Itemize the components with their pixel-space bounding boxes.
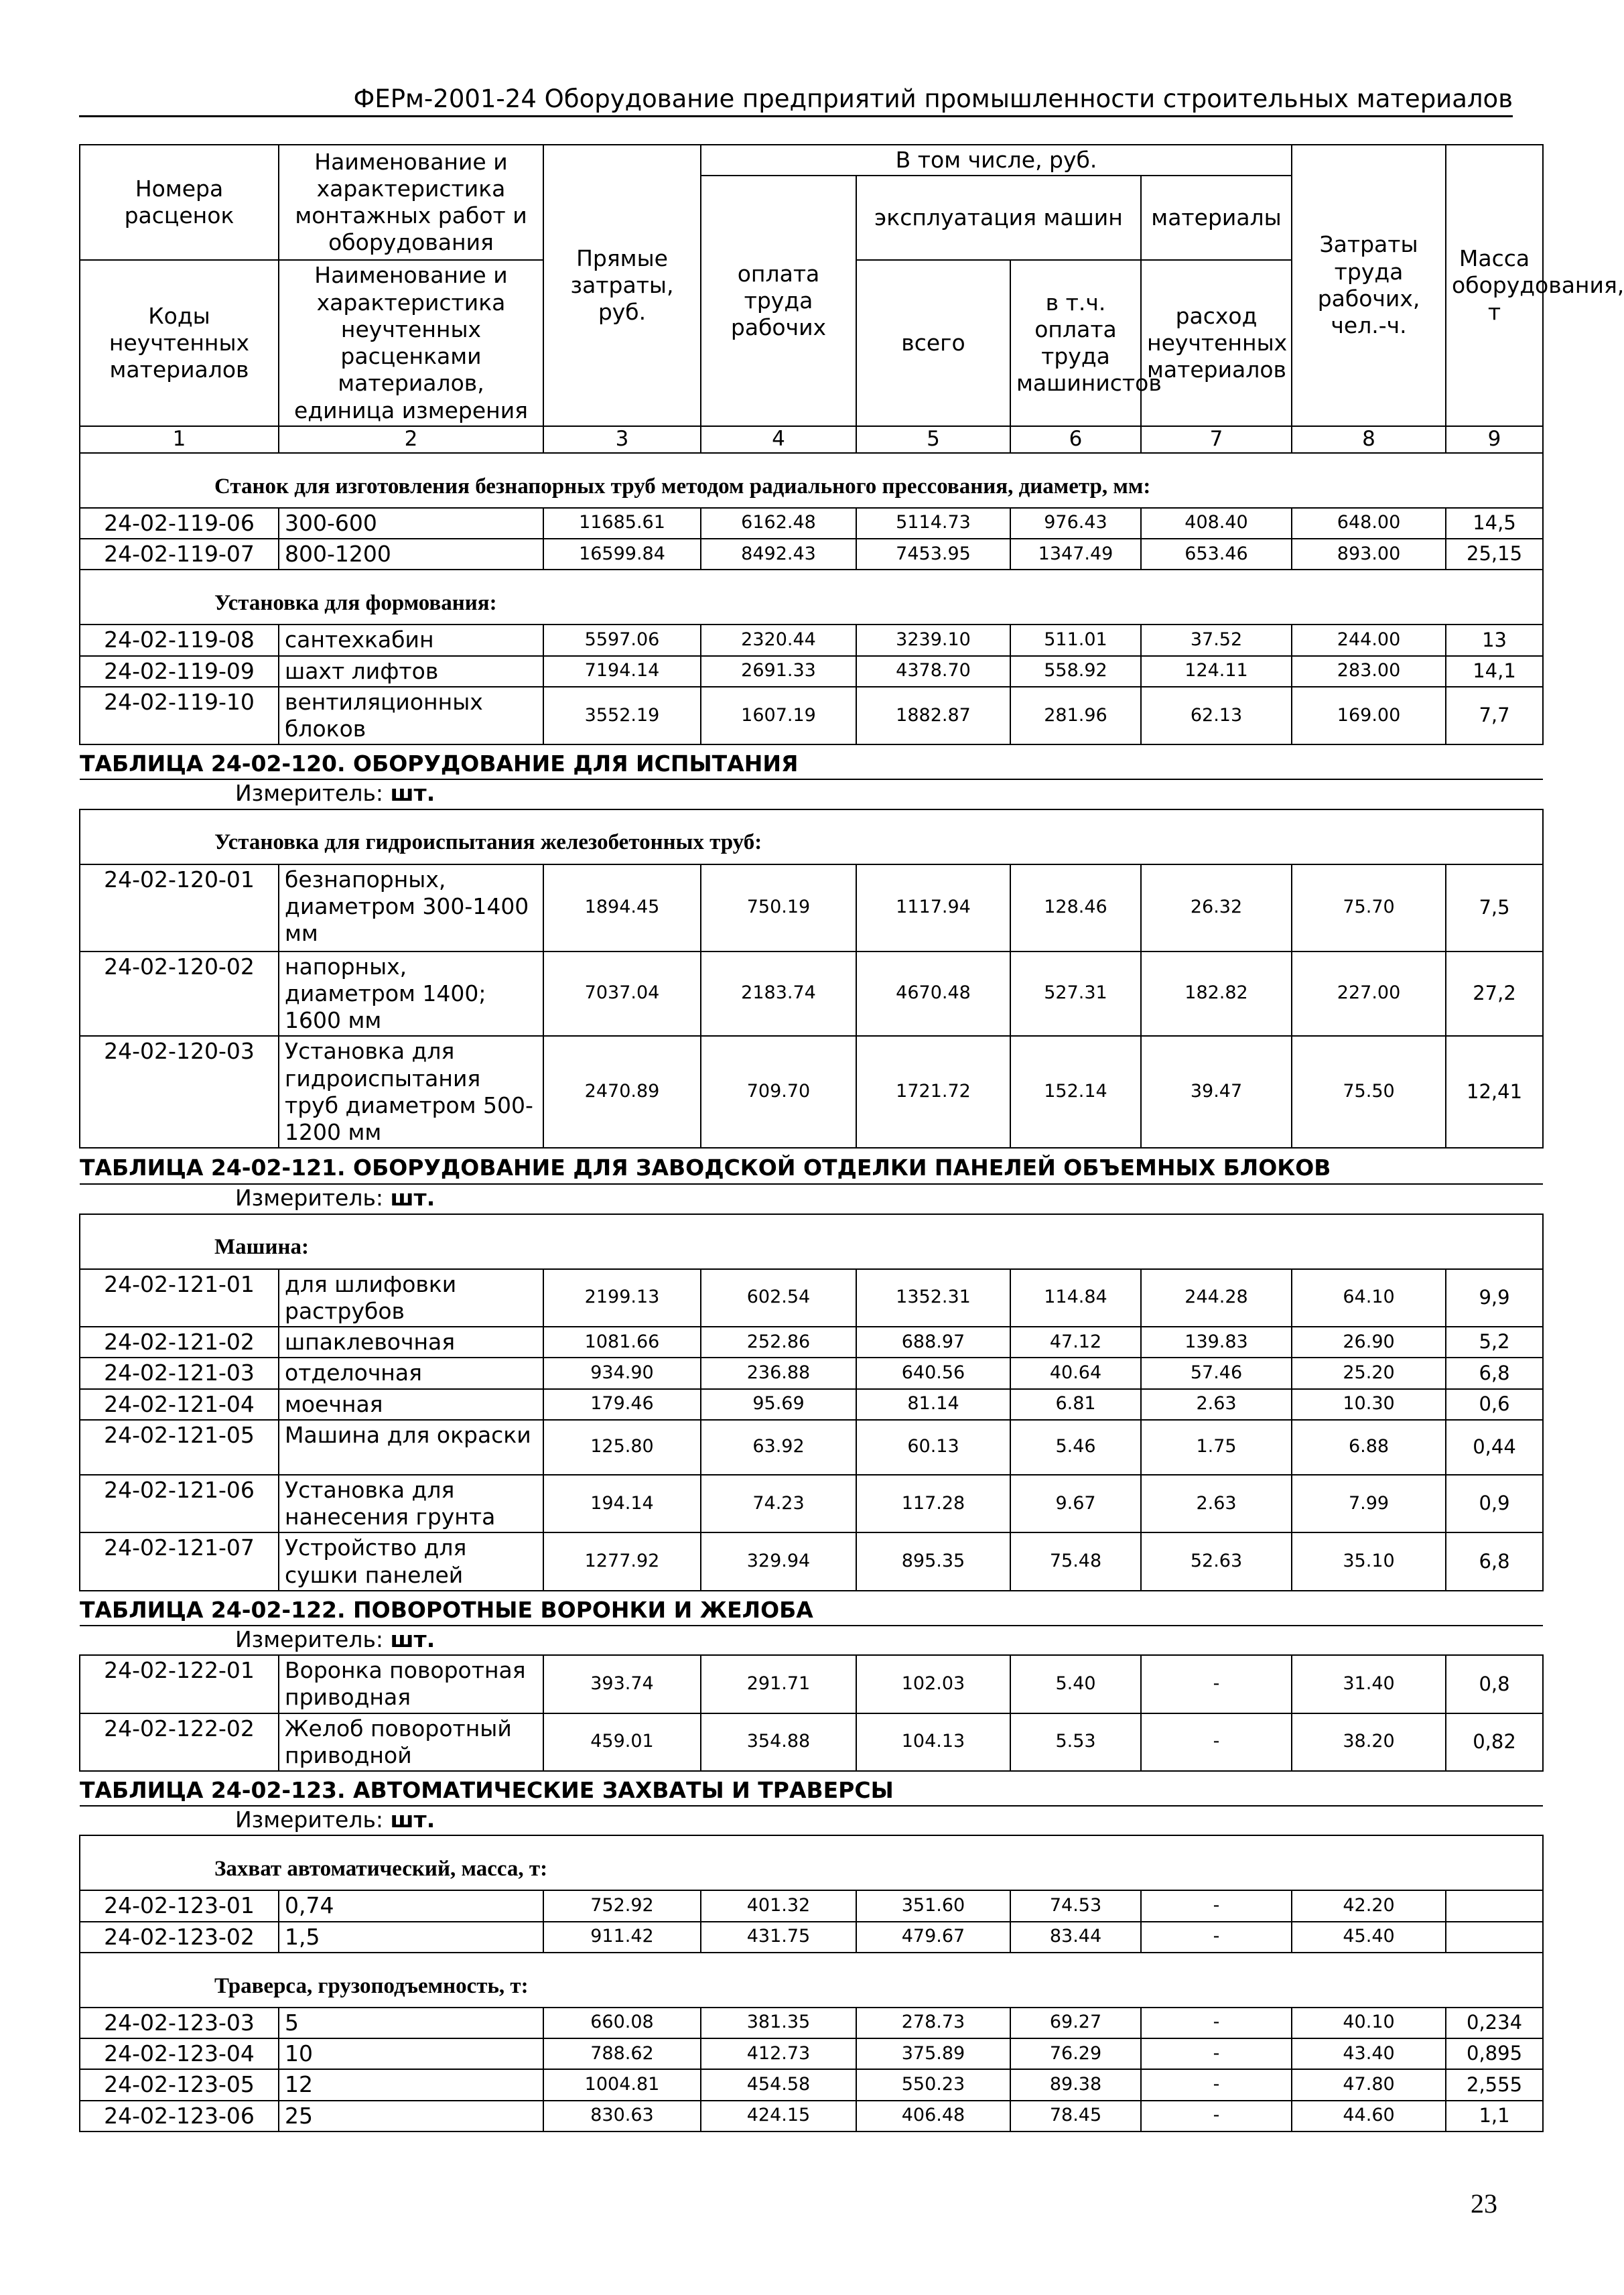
direct-costs-value: 788.62 bbox=[543, 2038, 701, 2069]
machines-wages-value: 74.53 bbox=[1010, 1890, 1141, 1921]
work-name: 12 bbox=[279, 2069, 543, 2100]
machines-total-value: 550.23 bbox=[856, 2069, 1010, 2100]
rate-code: 24-02-123-01 bbox=[80, 1890, 279, 1921]
section-row bbox=[80, 453, 1543, 508]
mass-value: 6,8 bbox=[1446, 1532, 1543, 1591]
materials-value: - bbox=[1141, 1713, 1292, 1772]
direct-costs-value: 660.08 bbox=[543, 2008, 701, 2038]
labor-header: Затраты труда рабочих, чел.-ч. bbox=[1292, 145, 1446, 426]
rate-code: 24-02-119-08 bbox=[80, 625, 279, 655]
measure-row bbox=[80, 779, 1543, 809]
materials-value: 139.83 bbox=[1141, 1327, 1292, 1358]
table-row bbox=[80, 656, 1543, 687]
measure-unit: шт. bbox=[390, 1807, 435, 1833]
work-name: Желоб поворотный приводной bbox=[279, 1713, 543, 1772]
work-name: Воронка поворотная приводная bbox=[279, 1655, 543, 1713]
machines-wages-value: 1347.49 bbox=[1010, 539, 1141, 570]
measure-unit: шт. bbox=[390, 1185, 435, 1211]
labor-value: 47.80 bbox=[1292, 2069, 1446, 2100]
materials-codes-header: Коды неучтенных материалов bbox=[80, 260, 279, 426]
materials-value: 2.63 bbox=[1141, 1475, 1292, 1533]
direct-costs-value: 1004.81 bbox=[543, 2069, 701, 2100]
rate-code: 24-02-121-04 bbox=[80, 1389, 279, 1420]
labor-value: 31.40 bbox=[1292, 1655, 1446, 1713]
machines-wages-value: 5.46 bbox=[1010, 1420, 1141, 1475]
mass-value bbox=[1446, 1890, 1543, 1921]
table-row bbox=[80, 1890, 1543, 1921]
table-title-row bbox=[80, 1771, 1543, 1806]
machines-total-value: 479.67 bbox=[856, 1922, 1010, 1953]
rate-code: 24-02-123-04 bbox=[80, 2038, 279, 2069]
wages-header: оплата труда рабочих bbox=[701, 176, 856, 426]
materials-value: 62.13 bbox=[1141, 687, 1292, 745]
rate-code: 24-02-121-07 bbox=[80, 1532, 279, 1591]
work-name: безнапорных, диаметром 300-1400 мм bbox=[279, 864, 543, 952]
mass-value: 7,5 bbox=[1446, 864, 1543, 952]
name-header: Наименование и характеристика монтажных работ и оборудования bbox=[279, 145, 543, 260]
machines-wages-value: 114.84 bbox=[1010, 1269, 1141, 1327]
machines-header: эксплуатация машин bbox=[856, 176, 1141, 260]
materials-value: 57.46 bbox=[1141, 1358, 1292, 1388]
work-name: шпаклевочная bbox=[279, 1327, 543, 1358]
materials-value: 124.11 bbox=[1141, 656, 1292, 687]
materials-sub-header: расход неучтенных материалов bbox=[1141, 260, 1292, 426]
work-name: 10 bbox=[279, 2038, 543, 2069]
wages-value: 8492.43 bbox=[701, 539, 856, 570]
labor-value: 35.10 bbox=[1292, 1532, 1446, 1591]
labor-value: 44.60 bbox=[1292, 2101, 1446, 2132]
materials-value: - bbox=[1141, 2069, 1292, 2100]
machines-wages-value: 69.27 bbox=[1010, 2008, 1141, 2038]
rate-code: 24-02-121-02 bbox=[80, 1327, 279, 1358]
rate-code: 24-02-121-06 bbox=[80, 1475, 279, 1533]
work-name: шахт лифтов bbox=[279, 656, 543, 687]
measure-label: Измеритель: bbox=[235, 1807, 384, 1833]
running-header: ФЕРм-2001-24 Оборудование предприятий промышленности строительных материалов bbox=[353, 84, 1513, 113]
including-header: В том числе, руб. bbox=[701, 145, 1292, 176]
wages-value: 2691.33 bbox=[701, 656, 856, 687]
materials-header: материалы bbox=[1141, 176, 1292, 260]
measure-row bbox=[80, 1806, 1543, 1835]
labor-value: 26.90 bbox=[1292, 1327, 1446, 1358]
measure-line bbox=[80, 1806, 1543, 1835]
wages-value: 6162.48 bbox=[701, 508, 856, 539]
labor-value: 38.20 bbox=[1292, 1713, 1446, 1772]
rate-code: 24-02-122-02 bbox=[80, 1713, 279, 1772]
mass-value: 0,82 bbox=[1446, 1713, 1543, 1772]
section-heading: Траверса, грузоподъемность, т: bbox=[80, 1953, 1543, 2008]
table-row bbox=[80, 1922, 1543, 1953]
mass-value: 9,9 bbox=[1446, 1269, 1543, 1327]
machines-wages-value: 47.12 bbox=[1010, 1327, 1141, 1358]
materials-value: 26.32 bbox=[1141, 864, 1292, 952]
table-row bbox=[80, 2038, 1543, 2069]
machines-total-value: 1117.94 bbox=[856, 864, 1010, 952]
mass-value: 1,1 bbox=[1446, 2101, 1543, 2132]
materials-value: 52.63 bbox=[1141, 1532, 1292, 1591]
materials-value: - bbox=[1141, 1890, 1292, 1921]
wages-value: 236.88 bbox=[701, 1358, 856, 1388]
column-number: 8 bbox=[1292, 426, 1446, 453]
machines-total-value: 5114.73 bbox=[856, 508, 1010, 539]
measure-line bbox=[80, 779, 1543, 809]
mass-value: 0,9 bbox=[1446, 1475, 1543, 1533]
section-heading: Машина: bbox=[80, 1214, 1543, 1269]
direct-costs-value: 2199.13 bbox=[543, 1269, 701, 1327]
direct-costs-value: 393.74 bbox=[543, 1655, 701, 1713]
measure-row bbox=[80, 1626, 1543, 1655]
materials-value: 182.82 bbox=[1141, 952, 1292, 1037]
materials-value: 39.47 bbox=[1141, 1036, 1292, 1148]
materials-value: - bbox=[1141, 1655, 1292, 1713]
materials-value: 2.63 bbox=[1141, 1389, 1292, 1420]
table-row bbox=[80, 1358, 1543, 1388]
column-number: 2 bbox=[279, 426, 543, 453]
rate-code: 24-02-119-09 bbox=[80, 656, 279, 687]
machines-wages-value: 76.29 bbox=[1010, 2038, 1141, 2069]
machines-wages-header: в т.ч. оплата труда машинистов bbox=[1010, 260, 1141, 426]
direct-costs-value: 3552.19 bbox=[543, 687, 701, 745]
materials-value: 1.75 bbox=[1141, 1420, 1292, 1475]
measure-line bbox=[80, 1184, 1543, 1214]
labor-value: 64.10 bbox=[1292, 1269, 1446, 1327]
materials-value: 37.52 bbox=[1141, 625, 1292, 655]
section-row bbox=[80, 1835, 1543, 1890]
rate-code: 24-02-120-01 bbox=[80, 864, 279, 952]
direct-costs-value: 2470.89 bbox=[543, 1036, 701, 1148]
table-title: ТАБЛИЦА 24-02-121. ОБОРУДОВАНИЕ ДЛЯ ЗАВОДСКОЙ ОТДЕЛКИ ПАНЕЛЕЙ ОБЪЕМНЫХ БЛОКОВ bbox=[80, 1148, 1543, 1184]
header-rule bbox=[79, 115, 1513, 117]
mass-value: 27,2 bbox=[1446, 952, 1543, 1037]
machines-total-value: 688.97 bbox=[856, 1327, 1010, 1358]
machines-total-value: 375.89 bbox=[856, 2038, 1010, 2069]
machines-wages-value: 78.45 bbox=[1010, 2101, 1141, 2132]
section-heading: Станок для изготовления безнапорных труб методом радиального прессования, диаметр, мм: bbox=[80, 453, 1543, 508]
work-name: для шлифовки раструбов bbox=[279, 1269, 543, 1327]
section-row bbox=[80, 1214, 1543, 1269]
wages-value: 424.15 bbox=[701, 2101, 856, 2132]
mass-value: 0,6 bbox=[1446, 1389, 1543, 1420]
table-title: ТАБЛИЦА 24-02-123. АВТОМАТИЧЕСКИЕ ЗАХВАТЫ И ТРАВЕРСЫ bbox=[80, 1771, 1543, 1806]
machines-wages-value: 89.38 bbox=[1010, 2069, 1141, 2100]
work-name: 25 bbox=[279, 2101, 543, 2132]
materials-value: - bbox=[1141, 2038, 1292, 2069]
table-row bbox=[80, 1327, 1543, 1358]
direct-costs-value: 7037.04 bbox=[543, 952, 701, 1037]
labor-value: 7.99 bbox=[1292, 1475, 1446, 1533]
direct-costs-value: 179.46 bbox=[543, 1389, 701, 1420]
direct-costs-value: 11685.61 bbox=[543, 508, 701, 539]
rate-code: 24-02-120-02 bbox=[80, 952, 279, 1037]
mass-value: 6,8 bbox=[1446, 1358, 1543, 1388]
wages-value: 291.71 bbox=[701, 1655, 856, 1713]
direct-costs-value: 1081.66 bbox=[543, 1327, 701, 1358]
labor-value: 648.00 bbox=[1292, 508, 1446, 539]
machines-total-value: 81.14 bbox=[856, 1389, 1010, 1420]
work-name: Установка для нанесения грунта bbox=[279, 1475, 543, 1533]
direct-costs-value: 194.14 bbox=[543, 1475, 701, 1533]
work-name: Машина для окраски bbox=[279, 1420, 543, 1475]
labor-value: 40.10 bbox=[1292, 2008, 1446, 2038]
table-row bbox=[80, 1269, 1543, 1327]
wages-value: 252.86 bbox=[701, 1327, 856, 1358]
table-row bbox=[80, 1420, 1543, 1475]
work-name: 300-600 bbox=[279, 508, 543, 539]
direct-costs-value: 459.01 bbox=[543, 1713, 701, 1772]
machines-total-value: 60.13 bbox=[856, 1420, 1010, 1475]
mass-value: 14,1 bbox=[1446, 656, 1543, 687]
wages-value: 412.73 bbox=[701, 2038, 856, 2069]
machines-total-value: 351.60 bbox=[856, 1890, 1010, 1921]
labor-value: 75.70 bbox=[1292, 864, 1446, 952]
machines-total-value: 117.28 bbox=[856, 1475, 1010, 1533]
rate-code: 24-02-120-03 bbox=[80, 1036, 279, 1148]
measure-label: Измеритель: bbox=[235, 1626, 384, 1652]
machines-wages-value: 527.31 bbox=[1010, 952, 1141, 1037]
rate-code: 24-02-122-01 bbox=[80, 1655, 279, 1713]
table-row bbox=[80, 508, 1543, 539]
column-number: 7 bbox=[1141, 426, 1292, 453]
section-heading: Захват автоматический, масса, т: bbox=[80, 1835, 1543, 1890]
mass-value: 2,555 bbox=[1446, 2069, 1543, 2100]
wages-value: 454.58 bbox=[701, 2069, 856, 2100]
direct-costs-value: 911.42 bbox=[543, 1922, 701, 1953]
machines-total-value: 895.35 bbox=[856, 1532, 1010, 1591]
work-name: вентиляционных блоков bbox=[279, 687, 543, 745]
section-heading: Установка для гидроиспытания железобетонных труб: bbox=[80, 809, 1543, 864]
table-row bbox=[80, 2101, 1543, 2132]
table-title-row bbox=[80, 1148, 1543, 1184]
machines-wages-value: 5.53 bbox=[1010, 1713, 1141, 1772]
mass-value: 0,44 bbox=[1446, 1420, 1543, 1475]
machines-wages-value: 558.92 bbox=[1010, 656, 1141, 687]
mass-value: 7,7 bbox=[1446, 687, 1543, 745]
machines-total-value: 640.56 bbox=[856, 1358, 1010, 1388]
wages-value: 354.88 bbox=[701, 1713, 856, 1772]
wages-value: 74.23 bbox=[701, 1475, 856, 1533]
column-number: 6 bbox=[1010, 426, 1141, 453]
mass-value: 0,234 bbox=[1446, 2008, 1543, 2038]
machines-wages-value: 40.64 bbox=[1010, 1358, 1141, 1388]
direct-costs-value: 934.90 bbox=[543, 1358, 701, 1388]
machines-total-header: всего bbox=[856, 260, 1010, 426]
machines-total-value: 4670.48 bbox=[856, 952, 1010, 1037]
section-row bbox=[80, 809, 1543, 864]
labor-value: 169.00 bbox=[1292, 687, 1446, 745]
machines-wages-value: 511.01 bbox=[1010, 625, 1141, 655]
machines-total-value: 7453.95 bbox=[856, 539, 1010, 570]
labor-value: 227.00 bbox=[1292, 952, 1446, 1037]
machines-wages-value: 75.48 bbox=[1010, 1532, 1141, 1591]
materials-name-header: Наименование и характеристика неучтенных расценками материалов, единица измерения bbox=[279, 260, 543, 426]
rate-code: 24-02-119-10 bbox=[80, 687, 279, 745]
wages-value: 2320.44 bbox=[701, 625, 856, 655]
labor-value: 6.88 bbox=[1292, 1420, 1446, 1475]
machines-wages-value: 128.46 bbox=[1010, 864, 1141, 952]
measure-unit: шт. bbox=[390, 780, 435, 807]
rate-code: 24-02-123-02 bbox=[80, 1922, 279, 1953]
wages-value: 750.19 bbox=[701, 864, 856, 952]
direct-costs-value: 5597.06 bbox=[543, 625, 701, 655]
section-row bbox=[80, 1953, 1543, 2008]
machines-wages-value: 281.96 bbox=[1010, 687, 1141, 745]
work-name: напорных, диаметром 1400; 1600 мм bbox=[279, 952, 543, 1037]
section-row bbox=[80, 570, 1543, 625]
machines-wages-value: 152.14 bbox=[1010, 1036, 1141, 1148]
labor-value: 283.00 bbox=[1292, 656, 1446, 687]
rate-code: 24-02-121-05 bbox=[80, 1420, 279, 1475]
machines-total-value: 104.13 bbox=[856, 1713, 1010, 1772]
mass-value: 13 bbox=[1446, 625, 1543, 655]
machines-total-value: 1352.31 bbox=[856, 1269, 1010, 1327]
rates-table bbox=[79, 144, 1624, 2132]
direct-costs-value: 1277.92 bbox=[543, 1532, 701, 1591]
work-name: 800-1200 bbox=[279, 539, 543, 570]
table-row bbox=[80, 539, 1543, 570]
work-name: Установка для гидроиспытания труб диаметром 500-1200 мм bbox=[279, 1036, 543, 1148]
measure-row bbox=[80, 1184, 1543, 1214]
direct-costs-value: 7194.14 bbox=[543, 656, 701, 687]
table-row bbox=[80, 1036, 1543, 1148]
rate-code: 24-02-121-03 bbox=[80, 1358, 279, 1388]
rate-code: 24-02-119-06 bbox=[80, 508, 279, 539]
rate-code: 24-02-123-03 bbox=[80, 2008, 279, 2038]
wages-value: 2183.74 bbox=[701, 952, 856, 1037]
measure-line bbox=[80, 1626, 1543, 1655]
mass-value: 0,895 bbox=[1446, 2038, 1543, 2069]
direct-costs-value: 1894.45 bbox=[543, 864, 701, 952]
column-number: 9 bbox=[1446, 426, 1543, 453]
wages-value: 431.75 bbox=[701, 1922, 856, 1953]
machines-wages-value: 5.40 bbox=[1010, 1655, 1141, 1713]
labor-value: 893.00 bbox=[1292, 539, 1446, 570]
wages-value: 1607.19 bbox=[701, 687, 856, 745]
work-name: отделочная bbox=[279, 1358, 543, 1388]
work-name: 5 bbox=[279, 2008, 543, 2038]
labor-value: 43.40 bbox=[1292, 2038, 1446, 2069]
work-name: 1,5 bbox=[279, 1922, 543, 1953]
direct-costs-value: 752.92 bbox=[543, 1890, 701, 1921]
direct-costs-value: 16599.84 bbox=[543, 539, 701, 570]
mass-value: 12,41 bbox=[1446, 1036, 1543, 1148]
machines-total-value: 278.73 bbox=[856, 2008, 1010, 2038]
wages-value: 329.94 bbox=[701, 1532, 856, 1591]
rate-code: 24-02-123-06 bbox=[80, 2101, 279, 2132]
wages-value: 95.69 bbox=[701, 1389, 856, 1420]
wages-value: 709.70 bbox=[701, 1036, 856, 1148]
column-numbers-row bbox=[80, 426, 1543, 453]
machines-total-value: 1721.72 bbox=[856, 1036, 1010, 1148]
column-number: 5 bbox=[856, 426, 1010, 453]
table-row bbox=[80, 864, 1543, 952]
machines-wages-value: 6.81 bbox=[1010, 1389, 1141, 1420]
machines-total-value: 406.48 bbox=[856, 2101, 1010, 2132]
wages-value: 63.92 bbox=[701, 1420, 856, 1475]
machines-total-value: 4378.70 bbox=[856, 656, 1010, 687]
labor-value: 45.40 bbox=[1292, 1922, 1446, 1953]
table-title-row bbox=[80, 744, 1543, 779]
table-row bbox=[80, 1532, 1543, 1591]
table-title-row bbox=[80, 1591, 1543, 1626]
table-row bbox=[80, 952, 1543, 1037]
labor-value: 10.30 bbox=[1292, 1389, 1446, 1420]
labor-value: 25.20 bbox=[1292, 1358, 1446, 1388]
table-row bbox=[80, 1389, 1543, 1420]
labor-value: 42.20 bbox=[1292, 1890, 1446, 1921]
mass-value bbox=[1446, 1922, 1543, 1953]
codes-header: Номера расценок bbox=[80, 145, 279, 260]
measure-label: Измеритель: bbox=[235, 780, 384, 807]
column-number: 4 bbox=[701, 426, 856, 453]
materials-value: - bbox=[1141, 1922, 1292, 1953]
mass-value: 14,5 bbox=[1446, 508, 1543, 539]
machines-wages-value: 83.44 bbox=[1010, 1922, 1141, 1953]
materials-value: - bbox=[1141, 2008, 1292, 2038]
table-row bbox=[80, 1655, 1543, 1713]
materials-value: - bbox=[1141, 2101, 1292, 2132]
rate-code: 24-02-121-01 bbox=[80, 1269, 279, 1327]
page-number: 23 bbox=[1471, 2188, 1497, 2219]
labor-value: 244.00 bbox=[1292, 625, 1446, 655]
mass-header: Масса оборудования, т bbox=[1446, 145, 1543, 426]
table-row bbox=[80, 687, 1543, 745]
table-row bbox=[80, 1713, 1543, 1772]
machines-wages-value: 976.43 bbox=[1010, 508, 1141, 539]
mass-value: 5,2 bbox=[1446, 1327, 1543, 1358]
table-title: ТАБЛИЦА 24-02-122. ПОВОРОТНЫЕ ВОРОНКИ И ЖЕЛОБА bbox=[80, 1591, 1543, 1626]
section-heading: Установка для формования: bbox=[80, 570, 1543, 625]
table-row bbox=[80, 1475, 1543, 1533]
machines-total-value: 3239.10 bbox=[856, 625, 1010, 655]
work-name: Устройство для сушки панелей bbox=[279, 1532, 543, 1591]
direct-costs-value: 830.63 bbox=[543, 2101, 701, 2132]
table-row bbox=[80, 625, 1543, 655]
wages-value: 602.54 bbox=[701, 1269, 856, 1327]
table-row bbox=[80, 2069, 1543, 2100]
machines-total-value: 102.03 bbox=[856, 1655, 1010, 1713]
machines-total-value: 1882.87 bbox=[856, 687, 1010, 745]
table-row bbox=[80, 2008, 1543, 2038]
mass-value: 0,8 bbox=[1446, 1655, 1543, 1713]
materials-value: 244.28 bbox=[1141, 1269, 1292, 1327]
column-number: 1 bbox=[80, 426, 279, 453]
materials-value: 408.40 bbox=[1141, 508, 1292, 539]
mass-value: 25,15 bbox=[1446, 539, 1543, 570]
machines-wages-value: 9.67 bbox=[1010, 1475, 1141, 1533]
measure-unit: шт. bbox=[390, 1626, 435, 1652]
wages-value: 381.35 bbox=[701, 2008, 856, 2038]
work-name: сантехкабин bbox=[279, 625, 543, 655]
rate-code: 24-02-123-05 bbox=[80, 2069, 279, 2100]
direct-costs-header: Прямые затраты, руб. bbox=[543, 145, 701, 426]
rate-code: 24-02-119-07 bbox=[80, 539, 279, 570]
wages-value: 401.32 bbox=[701, 1890, 856, 1921]
work-name: моечная bbox=[279, 1389, 543, 1420]
work-name: 0,74 bbox=[279, 1890, 543, 1921]
labor-value: 75.50 bbox=[1292, 1036, 1446, 1148]
measure-label: Измеритель: bbox=[235, 1185, 384, 1211]
materials-value: 653.46 bbox=[1141, 539, 1292, 570]
table-title: ТАБЛИЦА 24-02-120. ОБОРУДОВАНИЕ ДЛЯ ИСПЫТАНИЯ bbox=[80, 744, 1543, 779]
column-number: 3 bbox=[543, 426, 701, 453]
direct-costs-value: 125.80 bbox=[543, 1420, 701, 1475]
